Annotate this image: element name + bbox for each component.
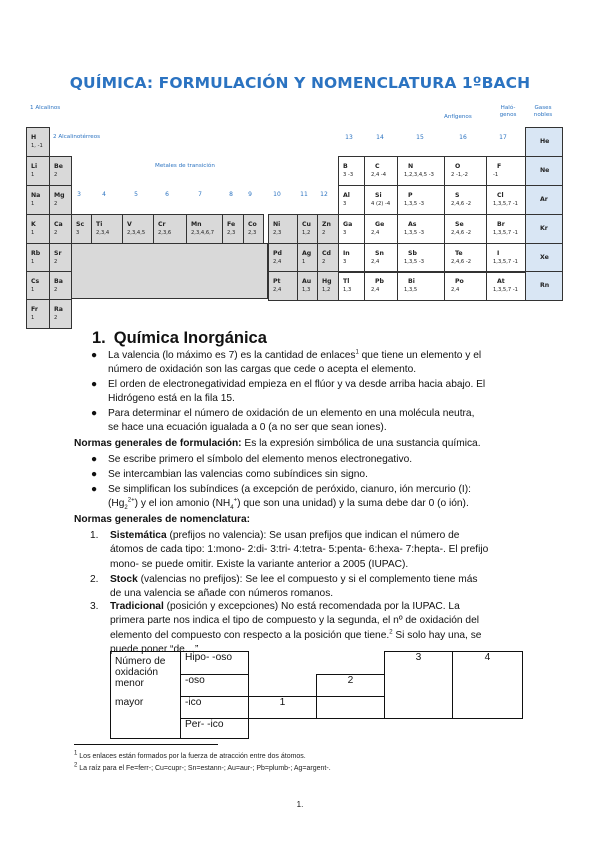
element-valences: 2,3,4,5 — [127, 230, 146, 236]
bullet-icon: ● — [91, 379, 98, 390]
element-valences: 2,3,4,6,7 — [191, 230, 215, 236]
bullet-icon: ● — [91, 350, 98, 361]
ox-num-4: 4 — [453, 652, 523, 675]
element-cell — [486, 185, 526, 215]
footnote: $^1$ Los enlaces están formados por la fuerza de atracción entre dos átomos. — [74, 750, 306, 760]
group-number: 12 — [320, 191, 328, 198]
element-valences: 2,4 -4 — [371, 172, 387, 178]
element-symbol: F — [497, 163, 502, 170]
element-valences: 1 — [31, 230, 35, 236]
element-valences: -1 — [493, 172, 499, 178]
element-symbol: H — [31, 134, 37, 141]
element-valences: 1,2,3,4,5 -3 — [404, 172, 434, 178]
element-valences: 2,4 — [451, 287, 460, 293]
element-symbol: Tl — [343, 278, 350, 285]
element-symbol: Si — [375, 192, 382, 199]
bullet-icon: ● — [91, 454, 98, 465]
element-valences: 2,4 — [371, 230, 380, 236]
element-symbol: Cr — [158, 221, 166, 228]
element-symbol: S — [455, 192, 460, 199]
list-item: ● Para determinar el número de oxidación de un elemento en una molécula neutra, se hace una ecuación igualada a 0 (a no ser que sean iones). — [91, 408, 475, 434]
bullet-icon: ● — [91, 408, 98, 419]
list-item: ● Se escribe primero el símbolo del elemento menos electronegativo. — [108, 453, 412, 467]
element-symbol: As — [408, 221, 417, 228]
element-valences: 1,3 — [302, 287, 311, 293]
element-cell — [186, 214, 223, 244]
element-cell — [525, 243, 563, 273]
group-number: 16 — [459, 134, 467, 141]
group-number: 8 — [229, 191, 233, 198]
element-valences: 1,2 — [302, 230, 311, 236]
element-symbol: Al — [343, 192, 350, 199]
nomenclatura-heading: Normas generales de nomenclatura: — [74, 514, 251, 525]
element-valences: 2 — [54, 287, 58, 293]
element-valences: 2 — [54, 315, 58, 321]
element-cell — [243, 214, 264, 244]
ox-num-1: 1 — [249, 697, 317, 719]
element-symbol: Pb — [375, 278, 384, 285]
element-valences: 2,4,6 -2 — [451, 259, 472, 265]
element-cell — [525, 127, 563, 157]
element-valences: 4 (2) -4 — [371, 201, 391, 207]
bullet-icon: ● — [91, 484, 98, 495]
element-valences: 2,4,6 -2 — [451, 230, 472, 236]
element-valences: 1 — [31, 201, 35, 207]
element-cell — [26, 299, 50, 329]
element-valences: 1,3,5 -3 — [404, 259, 425, 265]
element-cell — [364, 185, 398, 215]
element-symbol: Br — [497, 221, 505, 228]
section-heading — [92, 329, 275, 348]
list-item: ● La valencia (lo máximo es 7) es la cantidad de enlaces$^1$ que tiene un elemento y el número de oxidación son las cargas que cede o acepta el elemento. — [91, 349, 482, 376]
element-cell — [525, 214, 563, 244]
group-number: 9 — [248, 191, 252, 198]
element-valences: 1, -1 — [31, 143, 43, 149]
element-cell — [338, 243, 365, 273]
element-valences: 1,3,5,7 -1 — [493, 287, 518, 293]
ox-side-cell: Número de oxidación menor mayor — [111, 652, 181, 739]
element-valences: 2,3 — [273, 230, 282, 236]
element-cell — [444, 156, 487, 186]
element-cell — [26, 156, 50, 186]
element-symbol: C — [375, 163, 380, 170]
element-symbol: O — [455, 163, 461, 170]
element-cell — [364, 243, 398, 273]
element-valences: 2,3,6 — [158, 230, 172, 236]
element-cell — [444, 185, 487, 215]
label-transicion: Metales de transición — [155, 163, 215, 169]
element-symbol: Mn — [191, 221, 202, 228]
element-cell — [364, 271, 398, 301]
element-symbol: Sc — [76, 221, 85, 228]
element-symbol: At — [497, 278, 505, 285]
group-number: 15 — [416, 134, 424, 141]
element-symbol: V — [127, 221, 132, 228]
element-valences: 2 — [322, 230, 326, 236]
element-cell — [49, 156, 72, 186]
element-cell — [317, 214, 339, 244]
element-symbol: Fr — [31, 306, 38, 313]
element-valences: 2 — [54, 259, 58, 265]
element-symbol: I — [497, 250, 500, 257]
element-symbol: Sb — [408, 250, 417, 257]
element-valences: 2 — [54, 230, 58, 236]
element-valences: 2 -1,-2 — [451, 172, 468, 178]
element-cell — [338, 214, 365, 244]
element-cell — [486, 243, 526, 273]
element-cell — [317, 243, 339, 273]
element-symbol: Cd — [322, 250, 331, 257]
element-symbol: Ne — [540, 167, 550, 174]
element-valences: 3 -3 — [343, 172, 354, 178]
element-symbol: In — [343, 250, 350, 257]
element-symbol: K — [31, 221, 36, 228]
element-valences: 2 — [54, 172, 58, 178]
element-cell — [486, 156, 526, 186]
bullet-icon: ● — [91, 469, 98, 480]
element-cell — [444, 271, 487, 301]
element-cell — [49, 214, 72, 244]
label-anfigenos: Anfígenos — [444, 114, 472, 120]
element-symbol: Cs — [31, 278, 40, 285]
element-symbol: Ba — [54, 278, 63, 285]
element-valences: 3 — [343, 259, 347, 265]
element-valences: 1,3 — [343, 287, 352, 293]
element-symbol: P — [408, 192, 413, 199]
list-item: 1. Sistemática (prefijos no valencia): Se usan prefijos que indican el número de átomos de cada tipo: 1:mono- 2:di- 3:tri- 4:tetra- 5:penta- 6:hexa- 7:hepta-. El prefijo mono- se puede omitir. Existe la variante anterior a 2005 (IUPAC). — [90, 530, 489, 570]
element-cell — [153, 214, 187, 244]
element-valences: 1 — [31, 287, 35, 293]
element-valences: 3 — [343, 201, 347, 207]
group-number: 6 — [165, 191, 169, 198]
element-cell — [26, 271, 50, 301]
group-number: 14 — [376, 134, 384, 141]
element-valences: 2,3 — [248, 230, 257, 236]
list-item: ● Se intercambian las valencias como subíndices sin signo. — [108, 468, 368, 482]
element-cell — [397, 214, 445, 244]
element-cell — [297, 271, 318, 301]
ox-num-3: 3 — [385, 652, 453, 675]
element-symbol: Ra — [54, 306, 63, 313]
element-cell — [49, 185, 72, 215]
element-symbol: Ge — [375, 221, 385, 228]
element-symbol: Se — [455, 221, 464, 228]
element-valences: 1 — [302, 259, 306, 265]
group-number: 5 — [134, 191, 138, 198]
element-cell — [71, 214, 92, 244]
element-symbol: Bi — [408, 278, 415, 285]
element-symbol: Ar — [540, 196, 548, 203]
element-cell — [364, 214, 398, 244]
element-valences: 1,3,5 -3 — [404, 230, 425, 236]
element-cell — [26, 185, 50, 215]
element-cell — [91, 214, 123, 244]
element-cell — [397, 185, 445, 215]
element-cell — [268, 214, 298, 244]
element-symbol: Ni — [273, 221, 281, 228]
element-cell — [338, 271, 365, 301]
element-cell — [49, 299, 72, 329]
element-valences: 1,3,5,7 -1 — [493, 201, 518, 207]
element-valences: 2,4 — [273, 287, 282, 293]
element-cell — [364, 156, 398, 186]
page-title: QUÍMICA: FORMULACIÓN Y NOMENCLATURA 1ºBACH — [69, 74, 531, 92]
list-item: 3. Tradicional (posición y excepciones) No está recomendada por la IUPAC. La primera parte nos indica el tipo de compuesto y la segunda, el nº de oxidación del elemento del compuesto con respecto a la posición que tiene.$^2$ Si solo hay una, se puede poner “de…”. — [90, 601, 482, 655]
element-valences: 2 — [54, 201, 58, 207]
page-number: 1. — [296, 800, 304, 809]
element-symbol: Co — [248, 221, 257, 228]
element-symbol: Cl — [497, 192, 504, 199]
label-alcalinos: 1 Alcalinos — [30, 105, 61, 111]
element-symbol: Pt — [273, 278, 281, 285]
element-cell — [268, 271, 298, 301]
element-symbol: Te — [455, 250, 463, 257]
element-cell — [297, 243, 318, 273]
section-number: 1. — [92, 329, 106, 347]
element-valences: 2,4 — [371, 287, 380, 293]
element-cell — [444, 214, 487, 244]
element-symbol: Rb — [31, 250, 41, 257]
group-number: 7 — [198, 191, 202, 198]
element-cell — [397, 271, 445, 301]
ox-row-label: -oso — [181, 675, 249, 697]
group-number: 17 — [499, 134, 507, 141]
element-cell — [397, 156, 445, 186]
element-valences: 1,3,5,7 -1 — [493, 230, 518, 236]
element-symbol: He — [540, 138, 550, 145]
element-valences: 2 — [322, 259, 326, 265]
element-symbol: Hg — [322, 278, 332, 285]
element-cell — [444, 243, 487, 273]
element-symbol: N — [408, 163, 414, 170]
element-symbol: Pd — [273, 250, 282, 257]
element-cell — [268, 243, 298, 273]
oxidation-table — [110, 651, 523, 739]
element-cell — [26, 243, 50, 273]
group-number: 4 — [102, 191, 106, 198]
element-symbol: Po — [455, 278, 464, 285]
element-valences: 1 — [31, 259, 35, 265]
element-valences: 2,4,6 -2 — [451, 201, 472, 207]
group-number: 13 — [345, 134, 353, 141]
element-symbol: Zn — [322, 221, 331, 228]
element-valences: 1,3,5,7 -1 — [493, 259, 518, 265]
ox-row-label: Per- -ico — [181, 719, 249, 739]
element-valences: 1,3,5 — [404, 287, 418, 293]
section-title: Química Inorgánica — [113, 329, 267, 347]
element-cell — [486, 271, 526, 301]
list-item: ● El orden de electronegatividad empieza en el flúor y va desde arriba hacia abajo. El Hidrógeno está en la fila 15. — [91, 379, 486, 405]
element-symbol: Li — [31, 163, 38, 170]
element-cell — [525, 271, 563, 301]
element-valences: 2,4 — [371, 259, 380, 265]
element-symbol: Na — [31, 192, 41, 199]
element-cell — [122, 214, 154, 244]
element-symbol: Xe — [540, 254, 549, 261]
element-cell — [486, 214, 526, 244]
list-item: ● Se simplifican los subíndices (a excepción de peróxido, cianuro, ión mercurio (I): $(Hg_2^{2+})$ y el ion amonio $(NH_4^+)$ que son una unidad) y la suma debe dar 0 (o ión). — [91, 484, 471, 512]
group-number: 3 — [77, 191, 81, 198]
element-valences: 2,4 — [273, 259, 282, 265]
element-symbol: Ca — [54, 221, 63, 228]
element-symbol: Rn — [540, 282, 550, 289]
element-symbol: Sr — [54, 250, 62, 257]
element-valences: 3 — [76, 230, 80, 236]
element-symbol: Kr — [540, 225, 548, 232]
group-number: 11 — [300, 191, 308, 198]
element-valences: 1 — [31, 172, 35, 178]
element-cell — [26, 214, 50, 244]
formulacion-paragraph: Normas generales de formulación: Es la expresión simbólica de una sustancia química. — [74, 438, 481, 449]
element-symbol: Sn — [375, 250, 384, 257]
element-symbol: Au — [302, 278, 312, 285]
element-cell — [317, 271, 339, 301]
element-symbol: Be — [54, 163, 63, 170]
element-valences: 1,3,5 -3 — [404, 201, 425, 207]
element-symbol: Ag — [302, 250, 312, 257]
footnote: $^2$ La raíz para el Fe=ferr-; Cu=cupr-; Sn=estann-; Au=aur-; Pb=plumb-; Ag=argent-. — [74, 762, 331, 772]
element-cell — [397, 243, 445, 273]
element-symbol: Mg — [54, 192, 65, 199]
element-cell — [338, 185, 365, 215]
element-cell — [338, 156, 365, 186]
element-valences: 2,3 — [227, 230, 236, 236]
element-symbol: Fe — [227, 221, 236, 228]
ox-row-label: -ico — [181, 697, 249, 719]
element-cell — [26, 127, 50, 157]
element-valences: 2,3,4 — [96, 230, 110, 236]
element-symbol: Ti — [96, 221, 103, 228]
element-symbol: Cu — [302, 221, 311, 228]
label-halogenos: Haló- genos — [499, 105, 517, 118]
footnote-separator — [74, 744, 218, 745]
element-valences: 1 — [31, 315, 35, 321]
element-symbol: B — [343, 163, 348, 170]
element-symbol: Ga — [343, 221, 353, 228]
element-cell — [525, 156, 563, 186]
element-valences: 1,2 — [322, 287, 331, 293]
list-item: 2. Stock (valencias no prefijos): Se lee el compuesto y si el complemento tiene más de una valencia se añade con números romanos. — [90, 574, 478, 600]
empty-block — [66, 243, 268, 299]
element-cell — [297, 214, 318, 244]
element-valences: 3 — [343, 230, 347, 236]
element-cell — [49, 271, 72, 301]
ox-num-2: 2 — [317, 675, 385, 697]
element-cell — [222, 214, 244, 244]
label-gases-nobles: Gases nobles — [533, 105, 553, 118]
label-alcalinoterreos: 2 Alcalinotérreos — [53, 134, 101, 140]
element-cell — [525, 185, 563, 215]
group-number: 10 — [273, 191, 281, 198]
element-cell — [49, 243, 72, 273]
ox-row-label: Hipo- -oso — [181, 652, 249, 675]
